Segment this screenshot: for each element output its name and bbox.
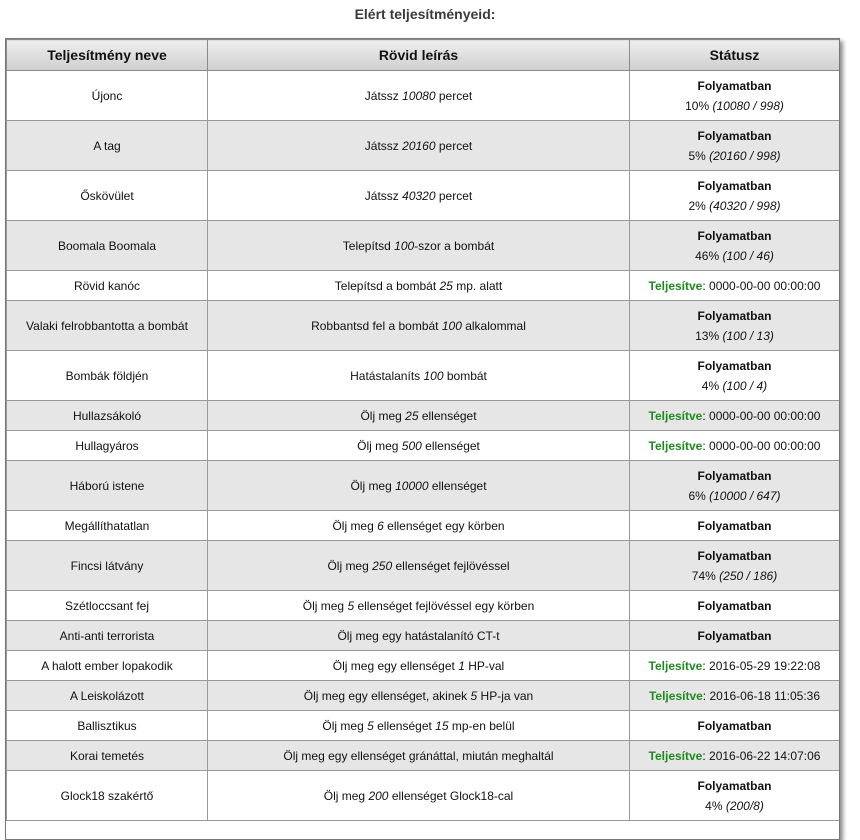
achievement-name: A halott ember lopakodik [7, 651, 208, 681]
achievement-name: Hullazsákoló [7, 401, 208, 431]
achievement-name: Glock18 szakértő [7, 771, 208, 821]
status-progress-detail: (10080 / 998) [712, 98, 784, 113]
achievement-status [630, 171, 840, 221]
status-completed-label: Teljesítve [648, 278, 703, 293]
description-text: Ölj meg [332, 518, 378, 533]
status-completed-date: 0000-00-00 00:00:00 [709, 278, 821, 293]
description-value: 100 [441, 318, 462, 333]
table-row [7, 301, 840, 351]
status-in-progress: Folyamatban [697, 518, 772, 533]
description-text: percet [435, 188, 473, 203]
description-value: 20160 [402, 138, 436, 153]
description-text: Telepítsd [342, 238, 395, 253]
table-row [7, 461, 840, 511]
status-progress-line [630, 96, 839, 116]
description-text: Telepítsd a bombát [334, 278, 440, 293]
description-value: 10080 [402, 88, 436, 103]
description-text: ellenséget fejlövéssel egy körben [354, 598, 535, 613]
status-progress-line [630, 196, 839, 216]
description-text: ellenséget [418, 408, 477, 423]
achievement-name: Anti-anti terrorista [7, 621, 208, 651]
table-row [7, 771, 840, 821]
status-in-progress: Folyamatban [697, 628, 772, 643]
achievements-table [6, 39, 840, 821]
description-text: Ölj meg egy hatástalanító CT-t [337, 628, 500, 643]
table-header-row [7, 40, 840, 71]
description-text: HP-ja van [477, 688, 534, 703]
table-row [7, 221, 840, 271]
achievement-description [208, 401, 630, 431]
description-text: percet [435, 88, 473, 103]
table-row [7, 121, 840, 171]
description-text: ellenséget egy körben [383, 518, 505, 533]
status-completed-date: 0000-00-00 00:00:00 [709, 408, 821, 423]
description-value: 5 [470, 688, 478, 703]
achievement-name: Újonc [7, 71, 208, 121]
achievement-description [208, 221, 630, 271]
achievement-name: Őskövület [7, 171, 208, 221]
status-completed-label: Teljesítve [648, 688, 703, 703]
achievement-status [630, 301, 840, 351]
table-row [7, 511, 840, 541]
table-row [7, 741, 840, 771]
description-text: mp. alatt [452, 278, 503, 293]
achievement-status: Teljesítve: 2016-05-29 19:22:08 [630, 651, 840, 681]
status-completed-date: 2016-06-22 14:07:06 [709, 748, 821, 763]
achievement-name: Boomala Boomala [7, 221, 208, 271]
description-text: Ölj meg [350, 478, 396, 493]
achievement-description [208, 681, 630, 711]
description-text: Ölj meg [322, 718, 368, 733]
table-row [7, 541, 840, 591]
table-row [7, 351, 840, 401]
status-progress-line [630, 796, 839, 816]
description-value: 5 [347, 598, 355, 613]
achievement-description [208, 621, 630, 651]
description-value: 100 [423, 368, 444, 383]
table-row [7, 271, 840, 301]
description-value: 500 [401, 438, 422, 453]
status-progress-detail: (100 / 46) [722, 248, 774, 263]
achievement-name: A Leiskolázott [7, 681, 208, 711]
status-progress-line [630, 146, 839, 166]
status-progress-line [630, 376, 839, 396]
status-percent: 4% [705, 798, 723, 813]
status-progress-detail: (100 / 4) [722, 378, 768, 393]
description-text: -szor a bombát [414, 238, 495, 253]
description-text: ellenséget [421, 438, 480, 453]
status-percent: 74% [691, 568, 716, 583]
achievement-status: Teljesítve: 0000-00-00 00:00:00 [630, 401, 840, 431]
achievement-description [208, 741, 630, 771]
achievement-description [208, 771, 630, 821]
status-progress-detail: (40320 / 998) [709, 198, 781, 213]
column-header-description: Rövid leírás [208, 40, 630, 71]
description-value: 6 [377, 518, 384, 533]
status-progress-detail: (100 / 13) [722, 328, 774, 343]
achievement-status [630, 71, 840, 121]
status-percent: 2% [688, 198, 706, 213]
table-row [7, 711, 840, 741]
description-value: 5 [367, 718, 374, 733]
achievement-status: Teljesítve: 0000-00-00 00:00:00 [630, 271, 840, 301]
status-in-progress: Folyamatban [697, 228, 772, 243]
status-progress-detail: (10000 / 647) [709, 488, 781, 503]
status-progress-detail: (200/8) [725, 798, 764, 813]
achievement-description [208, 171, 630, 221]
achievement-status [630, 711, 840, 741]
description-text: bombát [443, 368, 487, 383]
description-text: Robbantsd fel a bombát [311, 318, 442, 333]
status-percent: 10% [685, 98, 710, 113]
description-text: Ölj meg egy ellenséget [332, 658, 459, 673]
achievement-name: Korai temetés [7, 741, 208, 771]
achievements-table-container[interactable] [5, 38, 840, 840]
achievement-status [630, 221, 840, 271]
description-value: 1 [458, 658, 465, 673]
status-percent: 46% [695, 248, 720, 263]
achievement-name: Hullagyáros [7, 431, 208, 461]
achievement-name: Háború istene [7, 461, 208, 511]
description-value: 250 [372, 558, 393, 573]
achievement-status: Teljesítve: 0000-00-00 00:00:00 [630, 431, 840, 461]
status-in-progress: Folyamatban [697, 78, 772, 93]
page-title: Elért teljesítményeid: [354, 6, 496, 22]
status-completed-label: Teljesítve [648, 438, 703, 453]
status-progress-line [630, 486, 839, 506]
status-in-progress: Folyamatban [697, 178, 772, 193]
status-in-progress: Folyamatban [697, 598, 772, 613]
status-in-progress: Folyamatban [697, 548, 772, 563]
description-text: alkalommal [461, 318, 526, 333]
status-in-progress: Folyamatban [697, 358, 772, 373]
description-text: Ölj meg [360, 408, 406, 423]
status-progress-line [630, 246, 839, 266]
description-text: ellenséget [373, 718, 436, 733]
achievement-name: A tag [7, 121, 208, 171]
status-progress-line [630, 566, 839, 586]
description-text: Játssz [364, 138, 403, 153]
description-text: Játssz [364, 88, 403, 103]
description-value: 25 [439, 278, 453, 293]
status-completed-date: 0000-00-00 00:00:00 [709, 438, 821, 453]
status-in-progress: Folyamatban [697, 718, 772, 733]
achievement-status [630, 771, 840, 821]
achievement-description [208, 511, 630, 541]
status-completed-date: 2016-06-18 11:05:36 [709, 688, 821, 703]
achievement-description [208, 121, 630, 171]
achievement-status [630, 541, 840, 591]
status-completed-label: Teljesítve [648, 658, 703, 673]
achievement-status [630, 621, 840, 651]
column-header-status: Státusz [630, 40, 840, 71]
description-value: 40320 [402, 188, 436, 203]
achievement-description [208, 651, 630, 681]
achievement-status [630, 591, 840, 621]
status-percent: 5% [688, 148, 706, 163]
description-text: percet [435, 138, 473, 153]
achievement-name: Fincsi látvány [7, 541, 208, 591]
achievement-name: Bombák földjén [7, 351, 208, 401]
table-row [7, 401, 840, 431]
description-text: Ölj meg egy ellenséget gránáttal, miután meghaltál [283, 748, 554, 763]
status-completed-label: Teljesítve [648, 408, 703, 423]
achievement-status [630, 121, 840, 171]
achievement-status [630, 511, 840, 541]
description-value: 15 [435, 718, 449, 733]
description-text: ellenséget Glock18-cal [388, 788, 514, 803]
status-in-progress: Folyamatban [697, 468, 772, 483]
achievement-description [208, 591, 630, 621]
status-in-progress: Folyamatban [697, 308, 772, 323]
achievement-name: Szétloccsant fej [7, 591, 208, 621]
achievement-description [208, 351, 630, 401]
status-percent: 4% [701, 378, 720, 393]
description-value: 100 [394, 238, 415, 253]
status-progress-detail: (20160 / 998) [709, 148, 781, 163]
achievement-description [208, 541, 630, 591]
achievement-description [208, 271, 630, 301]
status-percent: 6% [688, 488, 706, 503]
description-text: Ölj meg [357, 438, 402, 453]
achievement-status: Teljesítve: 2016-06-22 14:07:06 [630, 741, 840, 771]
achievement-name: Valaki felrobbantotta a bombát [7, 301, 208, 351]
achievement-description [208, 461, 630, 511]
status-progress-line [630, 326, 839, 346]
achievement-name: Megállíthatatlan [7, 511, 208, 541]
column-header-name: Teljesítmény neve [7, 40, 208, 71]
achievement-description [208, 711, 630, 741]
table-row [7, 71, 840, 121]
achievement-name: Ballisztikus [7, 711, 208, 741]
achievement-description [208, 301, 630, 351]
description-text: Játssz [364, 188, 403, 203]
table-row [7, 681, 840, 711]
table-row [7, 621, 840, 651]
description-text: mp-en belül [448, 718, 515, 733]
table-row [7, 591, 840, 621]
table-row [7, 431, 840, 461]
description-text: HP-val [464, 658, 505, 673]
description-text: ellenséget [428, 478, 487, 493]
achievement-status: Teljesítve: 2016-06-18 11:05:36 [630, 681, 840, 711]
description-text: Ölj meg [327, 558, 373, 573]
achievement-name: Rövid kanóc [7, 271, 208, 301]
status-completed-date: 2016-05-29 19:22:08 [709, 658, 821, 673]
description-text: Hatástalaníts [350, 368, 424, 383]
achievement-status [630, 351, 840, 401]
status-in-progress: Folyamatban [697, 128, 772, 143]
status-completed-label: Teljesítve [648, 748, 703, 763]
description-text: Ölj meg [323, 788, 369, 803]
description-value: 25 [405, 408, 419, 423]
status-percent: 13% [695, 328, 720, 343]
description-text: Ölj meg [302, 598, 348, 613]
status-progress-detail: (250 / 186) [719, 568, 778, 583]
status-in-progress: Folyamatban [697, 778, 772, 793]
description-text: Ölj meg egy ellenséget, akinek [303, 688, 471, 703]
description-value: 10000 [395, 478, 429, 493]
achievement-description [208, 71, 630, 121]
achievement-description [208, 431, 630, 461]
description-value: 200 [368, 788, 389, 803]
table-row [7, 651, 840, 681]
table-row [7, 171, 840, 221]
description-text: ellenséget fejlövéssel [392, 558, 510, 573]
achievement-status [630, 461, 840, 511]
